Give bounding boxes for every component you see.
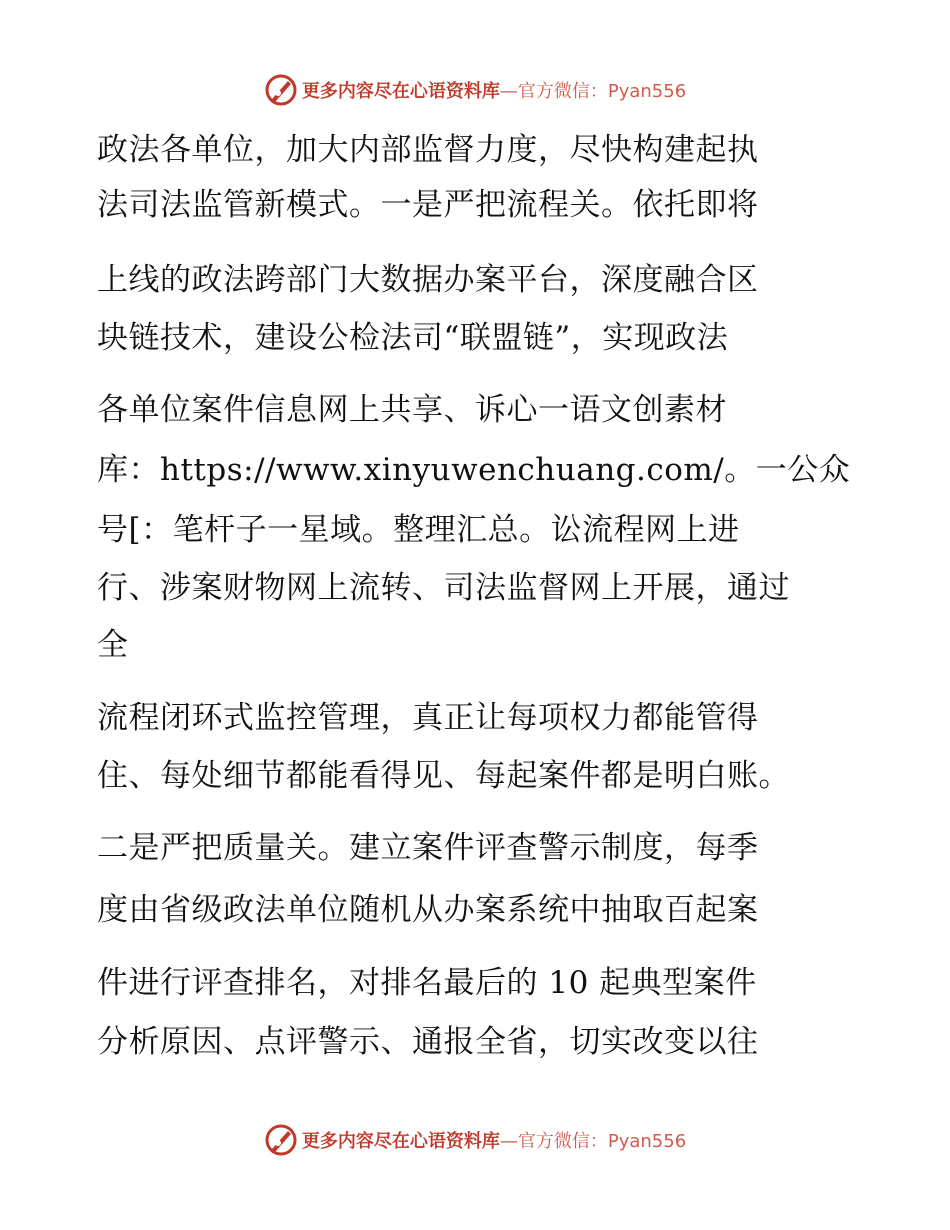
body-line: 块链技术，建设公检法司“联盟链”，实现政法 <box>97 320 729 356</box>
body-line: 度由省级政法单位随机从办案系统中抽取百起案 <box>97 892 759 928</box>
body-line: 法司法监管新模式。一是严把流程关。依托即将 <box>97 187 759 223</box>
banner-contact: —官方微信：Pyan556 <box>499 81 687 102</box>
footer-banner <box>0 1120 950 1160</box>
body-line: 全 <box>97 627 129 663</box>
pen-logo-icon <box>264 1123 298 1157</box>
pen-logo-icon <box>264 73 298 107</box>
body-line: 号[：笔杆子一星域。整理汇总。讼流程网上进 <box>97 512 740 548</box>
banner-contact: —官方微信：Pyan556 <box>499 1131 687 1152</box>
header-banner <box>0 70 950 110</box>
body-line: 二是严把质量关。建立案件评查警示制度，每季 <box>97 830 759 866</box>
banner-title: 更多内容尽在心语资料库 <box>301 1131 500 1152</box>
body-line: 行、涉案财物网上流转、司法监督网上开展，通过 <box>97 570 790 606</box>
body-line: 件进行评查排名，对排名最后的 10 起典型案件 <box>97 965 757 1001</box>
body-line: 库：https://www.xinyuwenchuang.com/。一公众 <box>97 452 851 488</box>
body-line: 政法各单位，加大内部监督力度，尽快构建起执 <box>97 132 759 168</box>
body-line: 各单位案件信息网上共享、诉心一语文创素材 <box>97 392 727 428</box>
body-line: 流程闭环式监控管理，真正让每项权力都能管得 <box>97 700 759 736</box>
body-line: 上线的政法跨部门大数据办案平台，深度融合区 <box>97 262 759 298</box>
body-line: 住、每处细节都能看得见、每起案件都是明白账。 <box>97 758 790 794</box>
body-line: 分析原因、点评警示、通报全省，切实改变以往 <box>97 1024 759 1060</box>
banner-title: 更多内容尽在心语资料库 <box>301 81 500 102</box>
